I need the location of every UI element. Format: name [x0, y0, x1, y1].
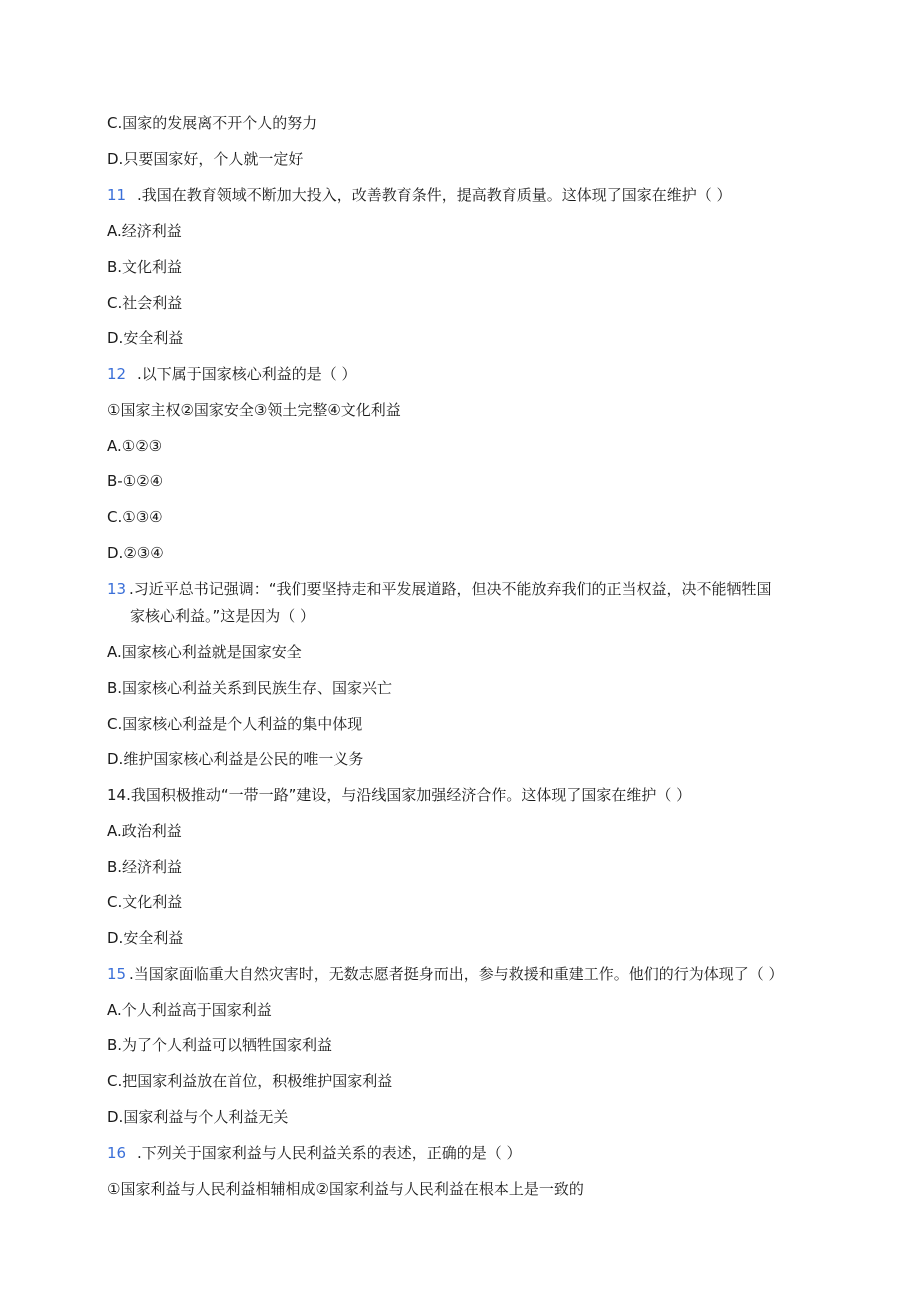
line-text: B.为了个人利益可以牺牲国家利益 [107, 1036, 333, 1054]
line-text: C.社会利益 [107, 294, 183, 312]
line-text: 家核心利益。”这是因为（ ） [130, 607, 316, 625]
question-number: 16 [107, 1144, 127, 1162]
option-line [107, 1107, 288, 1127]
question-text: 14.我国积极推动“一带一路”建设，与沿线国家加强经济合作。这体现了国家在维护（ ） [107, 786, 692, 804]
line-text: A.个人利益高于国家利益 [107, 1001, 272, 1019]
line-text: D.国家利益与个人利益无关 [107, 1108, 289, 1126]
option-line [107, 436, 162, 456]
line-text: A.经济利益 [107, 222, 182, 240]
option-line [107, 257, 182, 277]
option-line [107, 678, 392, 698]
option-line [107, 714, 362, 734]
question-text: .当国家面临重大自然灾害时，无数志愿者挺身而出，参与救援和重建工作。他们的行为体现了（ ） [129, 965, 784, 983]
line-text: B.文化利益 [107, 258, 183, 276]
option-line [107, 293, 182, 313]
question-text: .习近平总书记强调：“我们要坚持走和平发展道路，但决不能放弃我们的正当权益，决不能牺牲国 [129, 580, 772, 598]
option-line [107, 328, 183, 348]
line-text: C.国家的发展离不开个人的努力 [107, 114, 318, 132]
question-number: 11 [107, 186, 127, 204]
option-line [107, 113, 317, 133]
line-text: C.国家核心利益是个人利益的集中体现 [107, 715, 363, 733]
option-line [107, 892, 182, 912]
line-text: C.把国家利益放在首位，积极维护国家利益 [107, 1072, 393, 1090]
option-line [107, 857, 182, 877]
line-text: D.②③④ [107, 544, 164, 562]
line-text: ①国家主权②国家安全③领土完整④文化利益 [107, 401, 401, 419]
line-text: A.①②③ [107, 437, 163, 455]
line-text: B-①②④ [107, 472, 164, 490]
line-text: ①国家利益与人民利益相辅相成②国家利益与人民利益在根本上是一致的 [107, 1180, 584, 1198]
question-12 [107, 364, 357, 384]
question-text: .我国在教育领域不断加大投入，改善教育条件，提高教育质量。这体现了国家在维护（ ） [137, 186, 732, 204]
option-line [107, 749, 363, 769]
option-line [107, 149, 303, 169]
statement-line [107, 400, 401, 420]
line-text: A.政治利益 [107, 822, 182, 840]
question-16 [107, 1143, 522, 1163]
line-text: D.维护国家核心利益是公民的唯一义务 [107, 750, 364, 768]
option-line [107, 543, 164, 563]
option-line [107, 507, 163, 527]
line-text: D.安全利益 [107, 329, 184, 347]
line-text: C.文化利益 [107, 893, 183, 911]
question-11 [107, 185, 732, 205]
question-15 [107, 964, 784, 984]
question-13-continuation [130, 606, 315, 626]
line-text: B.经济利益 [107, 858, 183, 876]
question-text: .以下属于国家核心利益的是（ ） [137, 365, 357, 383]
question-number: 15 [107, 965, 127, 983]
line-text: A.国家核心利益就是国家安全 [107, 643, 302, 661]
line-text: C.①③④ [107, 508, 163, 526]
question-number: 13 [107, 580, 127, 598]
option-line [107, 1071, 392, 1091]
option-line [107, 821, 182, 841]
line-text: D.安全利益 [107, 929, 184, 947]
option-line [107, 642, 302, 662]
line-text: B.国家核心利益关系到民族生存、国家兴亡 [107, 679, 393, 697]
option-line [107, 1000, 272, 1020]
option-line [107, 1035, 332, 1055]
option-line [107, 471, 163, 491]
statement-line [107, 1179, 584, 1199]
question-13 [107, 579, 772, 599]
question-number: 12 [107, 365, 127, 383]
option-line [107, 221, 182, 241]
option-line [107, 928, 183, 948]
line-text: D.只要国家好，个人就一定好 [107, 150, 304, 168]
question-14 [107, 785, 691, 805]
question-text: .下列关于国家利益与人民利益关系的表述，正确的是（ ） [137, 1144, 522, 1162]
